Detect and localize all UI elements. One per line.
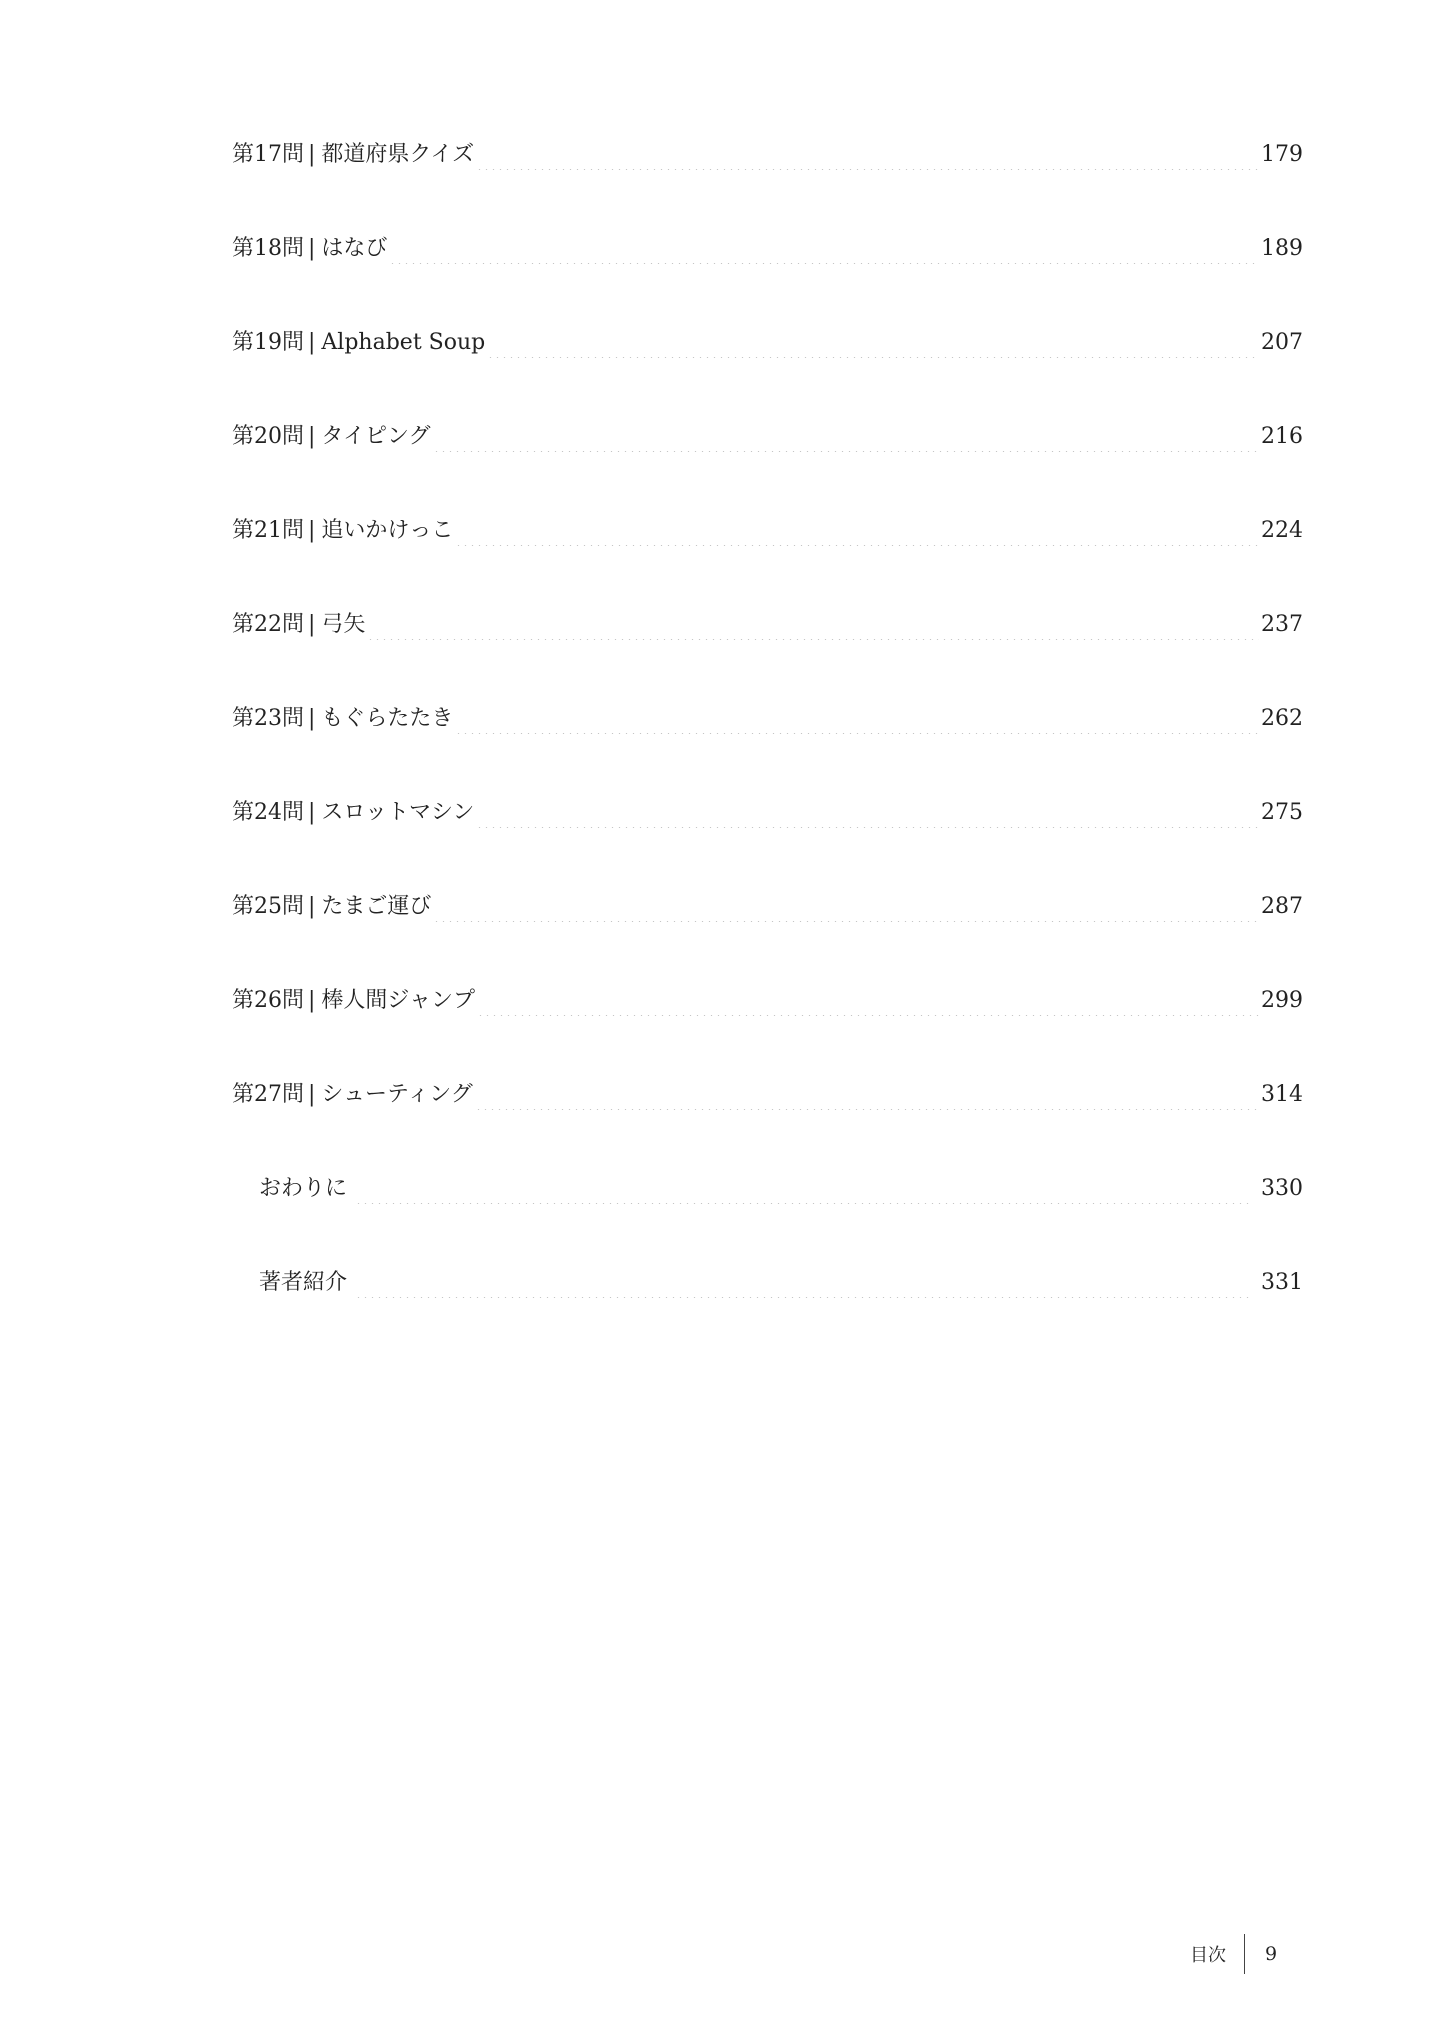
chapter-separator: | (308, 706, 316, 731)
chapter-number: 第25問 (232, 894, 304, 919)
page-footer (1190, 1932, 1310, 1976)
dot-leader (455, 516, 1259, 546)
chapter-separator: | (308, 236, 316, 261)
page-number: 331 (1261, 1270, 1303, 1295)
page-number: 237 (1261, 612, 1303, 637)
toc-entry-chapter[interactable] (232, 390, 1303, 484)
chapter-separator: | (308, 612, 316, 637)
toc-entry-chapter[interactable] (232, 672, 1303, 766)
chapter-title: シューティング (321, 1082, 473, 1107)
toc-entry-chapter[interactable] (232, 860, 1303, 954)
dot-leader (477, 986, 1259, 1016)
chapter-number: 第18問 (232, 236, 304, 261)
chapter-title: 追いかけっこ (321, 518, 454, 543)
page-number: 207 (1261, 330, 1303, 355)
chapter-title: タイピング (321, 424, 431, 449)
chapter-title: スロットマシン (321, 800, 475, 825)
toc-entry-author-profile[interactable] (232, 1236, 1303, 1330)
chapter-number: 第24問 (232, 800, 304, 825)
page-number: 179 (1261, 142, 1303, 167)
page-number: 224 (1261, 518, 1303, 543)
dot-leader (389, 234, 1259, 264)
page-number: 314 (1261, 1082, 1303, 1107)
chapter-number: 第19問 (232, 330, 304, 355)
page-number: 287 (1261, 894, 1303, 919)
dot-leader (487, 328, 1259, 358)
chapter-title: 都道府県クイズ (321, 142, 475, 167)
footer-divider (1244, 1934, 1245, 1974)
page-number: 275 (1261, 800, 1303, 825)
chapter-title: たまご運び (321, 894, 432, 919)
dot-leader (455, 704, 1259, 734)
toc-entry-chapter[interactable] (232, 296, 1303, 390)
toc-entry-chapter[interactable] (232, 954, 1303, 1048)
section-title: 著者紹介 (259, 1270, 348, 1295)
chapter-number: 第27問 (232, 1082, 304, 1107)
dot-leader (475, 1080, 1259, 1110)
chapter-title: 弓矢 (321, 612, 366, 637)
chapter-separator: | (308, 988, 316, 1013)
page-number: 299 (1261, 988, 1303, 1013)
dot-leader (355, 1174, 1253, 1204)
dot-leader (476, 798, 1259, 828)
chapter-separator: | (308, 894, 316, 919)
dot-leader (367, 610, 1259, 640)
chapter-separator: | (308, 142, 316, 167)
dot-leader (433, 422, 1259, 452)
running-footer-section: 目次 (1190, 1945, 1226, 1966)
toc-entry-chapter[interactable] (232, 766, 1303, 860)
toc-entry-chapter[interactable] (232, 578, 1303, 672)
chapter-separator: | (308, 518, 316, 543)
chapter-separator: | (308, 800, 316, 825)
page-number: 330 (1261, 1176, 1303, 1201)
chapter-number: 第26問 (232, 988, 304, 1013)
toc-entry-chapter[interactable] (232, 484, 1303, 578)
chapter-number: 第21問 (232, 518, 304, 543)
chapter-title: Alphabet Soup (321, 330, 486, 355)
dot-leader (476, 140, 1259, 170)
chapter-number: 第20問 (232, 424, 304, 449)
chapter-title: もぐらたたき (321, 706, 454, 731)
chapter-number: 第22問 (232, 612, 304, 637)
section-title: おわりに (259, 1176, 348, 1201)
page-number: 262 (1261, 706, 1303, 731)
page-number: 216 (1261, 424, 1303, 449)
dot-leader (433, 892, 1259, 922)
table-of-contents (232, 108, 1303, 1330)
chapter-title: はなび (321, 236, 388, 261)
dot-leader (355, 1268, 1253, 1298)
chapter-separator: | (308, 424, 316, 449)
toc-entry-chapter[interactable] (232, 202, 1303, 296)
toc-entry-chapter[interactable] (232, 108, 1303, 202)
toc-entry-chapter[interactable] (232, 1048, 1303, 1142)
chapter-separator: | (308, 330, 316, 355)
chapter-title: 棒人間ジャンプ (321, 988, 475, 1013)
chapter-separator: | (308, 1082, 316, 1107)
page-number: 189 (1261, 236, 1303, 261)
folio-page-number: 9 (1265, 1943, 1278, 1965)
chapter-number: 第17問 (232, 142, 304, 167)
toc-entry-afterword[interactable] (232, 1142, 1303, 1236)
chapter-number: 第23問 (232, 706, 304, 731)
